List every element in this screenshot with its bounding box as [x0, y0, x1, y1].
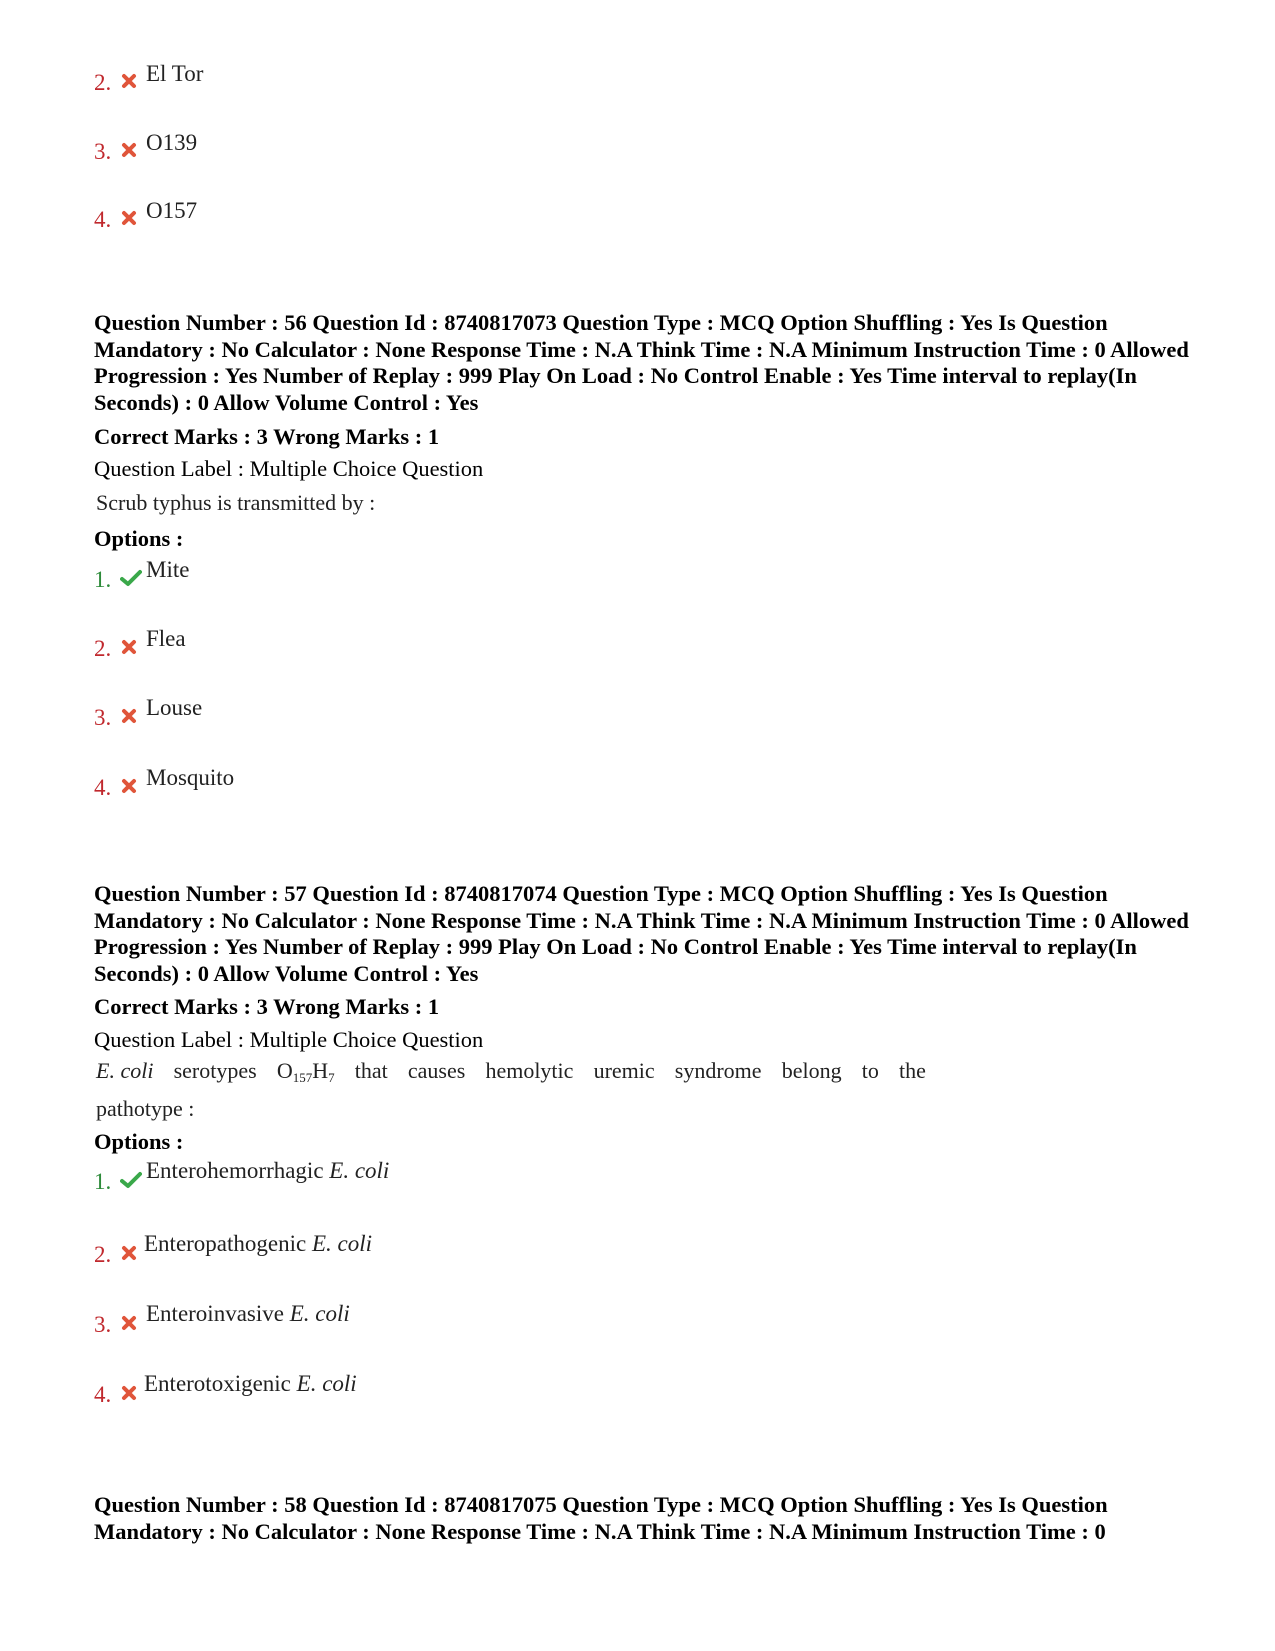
text-word: causes: [407, 1058, 466, 1083]
text-word: serotypes: [173, 1058, 257, 1083]
cross-icon: [120, 209, 138, 227]
cross-icon: [120, 707, 138, 725]
option-text: [144, 1231, 372, 1257]
check-icon: [120, 569, 142, 587]
option-text: O139: [146, 130, 198, 155]
cross-icon: [120, 777, 138, 795]
cross-icon: [120, 1244, 138, 1262]
option-text: Flea: [146, 626, 186, 651]
cross-icon: [120, 638, 138, 656]
option-number: 3.: [94, 1312, 112, 1337]
question-marks: Correct Marks : 3 Wrong Marks : 1: [94, 994, 440, 1019]
cross-icon: [120, 72, 138, 90]
question-text-line: pathotype :: [96, 1096, 195, 1121]
question-text: Scrub typhus is transmitted by :: [96, 490, 376, 515]
species-name: E. coli: [289, 1301, 350, 1326]
option-number: 4.: [94, 1382, 112, 1407]
subscript: 157: [292, 1070, 313, 1085]
text-word: that: [354, 1058, 388, 1083]
cross-icon: [120, 1384, 138, 1402]
text-word: hemolytic: [485, 1058, 574, 1083]
species-name: E. coli: [329, 1158, 390, 1183]
species-name: E. coli: [96, 1058, 154, 1083]
options-heading: Options :: [94, 526, 184, 551]
option-number: 4.: [94, 207, 112, 232]
serotype-formula: [277, 1055, 335, 1093]
options-heading: Options :: [94, 1129, 184, 1154]
pathotype-name: Enterohemorrhagic: [146, 1158, 324, 1183]
text-word: belong: [781, 1058, 842, 1083]
option-number: 1.: [94, 567, 112, 592]
cross-icon: [120, 141, 138, 159]
question-metadata: Question Number : 56 Question Id : 8740817073 Question Type : MCQ Option Shuffling : Yes Is Question Mandatory : No Calculator : None Response Time : N.A Think Time : N.A Minimum Instruction Time : 0 Allowed Progression : Yes Number of Replay : 999 Play On Load : No Control Enable : Yes Time interval to replay(In Seconds) : 0 Allow Volume Control : Yes: [94, 310, 1189, 415]
text-symbol: H: [312, 1058, 329, 1083]
option-number: 4.: [94, 775, 112, 800]
text-word: uremic: [593, 1058, 655, 1083]
text-word: syndrome: [674, 1058, 762, 1083]
species-name: E. coli: [296, 1371, 357, 1396]
question-marks: Correct Marks : 3 Wrong Marks : 1: [94, 424, 440, 449]
option-text: [146, 1158, 389, 1184]
option-text: [144, 1371, 357, 1397]
subscript: 7: [328, 1070, 335, 1085]
question-text-line: [96, 1055, 926, 1093]
pathotype-name: Enterotoxigenic: [144, 1371, 291, 1396]
question-text: [96, 1055, 926, 1124]
pathotype-name: Enteroinvasive: [146, 1301, 284, 1326]
option-number: 2.: [94, 636, 112, 661]
question-metadata: Question Number : 57 Question Id : 8740817074 Question Type : MCQ Option Shuffling : Yes Is Question Mandatory : No Calculator : None Response Time : N.A Think Time : N.A Minimum Instruction Time : 0 Allowed Progression : Yes Number of Replay : 999 Play On Load : No Control Enable : Yes Time interval to replay(In Seconds) : 0 Allow Volume Control : Yes: [94, 881, 1189, 986]
option-text: O157: [146, 198, 198, 223]
question-label: Question Label : Multiple Choice Question: [94, 1027, 484, 1052]
text-symbol: O: [276, 1058, 293, 1083]
option-text: Louse: [146, 695, 203, 720]
text-word: to: [861, 1058, 879, 1083]
option-text: Mosquito: [146, 765, 235, 790]
species-name: E. coli: [311, 1231, 373, 1256]
option-text: El Tor: [146, 61, 204, 86]
pathotype-name: Enteropathogenic: [144, 1231, 307, 1256]
option-number: 2.: [94, 1242, 112, 1267]
question-label: Question Label : Multiple Choice Question: [94, 456, 484, 481]
option-number: 2.: [94, 70, 112, 95]
option-number: 3.: [94, 139, 112, 164]
option-text: [146, 1301, 350, 1327]
text-word: the: [899, 1058, 926, 1083]
option-number: 3.: [94, 705, 112, 730]
cross-icon: [120, 1314, 138, 1332]
option-number: 1.: [94, 1169, 112, 1194]
check-icon: [120, 1171, 142, 1189]
question-metadata: Question Number : 58 Question Id : 8740817075 Question Type : MCQ Option Shuffling : Yes Is Question Mandatory : No Calculator : None Response Time : N.A Think Time : N.A Minimum Instruction Time : 0: [94, 1492, 1108, 1544]
option-text: Mite: [146, 557, 190, 582]
